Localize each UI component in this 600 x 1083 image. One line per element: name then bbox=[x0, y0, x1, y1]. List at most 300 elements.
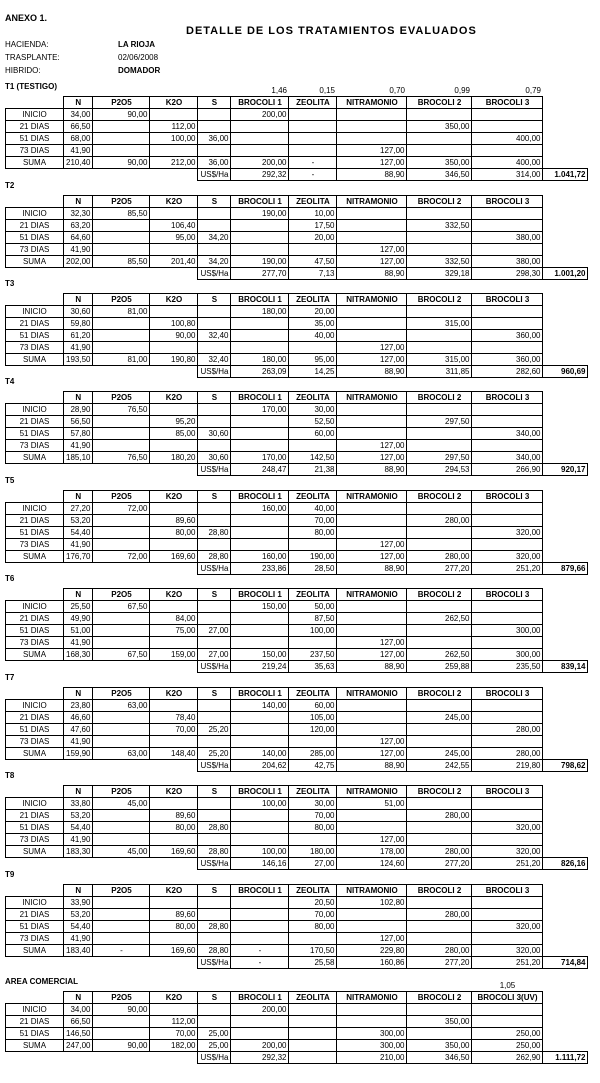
price-cell bbox=[231, 282, 289, 294]
cost-cell: 210,00 bbox=[337, 1052, 407, 1064]
column-header: K2O bbox=[150, 885, 198, 897]
row-label: 73 DIAS bbox=[6, 539, 64, 551]
empty-cell bbox=[64, 366, 93, 378]
data-cell bbox=[93, 933, 150, 945]
data-cell: 67,50 bbox=[93, 601, 150, 613]
data-cell bbox=[407, 539, 472, 551]
data-cell bbox=[407, 897, 472, 909]
data-cell: 30,60 bbox=[198, 452, 231, 464]
data-cell bbox=[472, 503, 543, 515]
spacer-cell bbox=[543, 515, 588, 527]
price-cell bbox=[6, 873, 64, 885]
data-cell: 280,00 bbox=[407, 515, 472, 527]
row-label: 73 DIAS bbox=[6, 342, 64, 354]
info-value-hacienda: LA RIOJA bbox=[118, 40, 156, 49]
price-cell bbox=[64, 282, 93, 294]
data-cell bbox=[472, 220, 543, 232]
cost-cell: 346,50 bbox=[407, 169, 472, 181]
column-header: S bbox=[198, 885, 231, 897]
data-cell bbox=[231, 933, 289, 945]
data-cell bbox=[289, 736, 337, 748]
unit-label: US$/Ha bbox=[198, 366, 231, 378]
data-cell: 33,80 bbox=[64, 798, 93, 810]
price-cell bbox=[6, 980, 64, 992]
row-label: SUMA bbox=[6, 649, 64, 661]
data-cell: 182,00 bbox=[150, 1040, 198, 1052]
data-cell: 90,00 bbox=[93, 109, 150, 121]
data-cell bbox=[407, 330, 472, 342]
row-label: 51 DIAS bbox=[6, 822, 64, 834]
price-cell bbox=[543, 479, 588, 491]
unit-price: 0,79 bbox=[525, 86, 541, 95]
spacer-cell bbox=[543, 1028, 588, 1040]
price-cell bbox=[289, 980, 337, 992]
cost-cell: 219,24 bbox=[231, 661, 289, 673]
data-cell: 112,00 bbox=[150, 121, 198, 133]
cost-cell: 88,90 bbox=[337, 563, 407, 575]
data-cell: 70,00 bbox=[150, 1028, 198, 1040]
cost-row bbox=[6, 563, 588, 575]
cost-cell: 298,30 bbox=[472, 268, 543, 280]
data-cell bbox=[198, 220, 231, 232]
data-cell: 380,00 bbox=[472, 256, 543, 268]
data-cell: 78,40 bbox=[150, 712, 198, 724]
data-cell: 25,20 bbox=[198, 724, 231, 736]
column-header: NITRAMONIO bbox=[337, 196, 407, 208]
price-cell bbox=[289, 479, 337, 491]
price-cell bbox=[472, 774, 543, 786]
unit-label: US$/Ha bbox=[198, 1052, 231, 1064]
data-cell bbox=[93, 121, 150, 133]
data-cell bbox=[472, 1004, 543, 1016]
header-cell bbox=[6, 992, 64, 1004]
column-header: K2O bbox=[150, 992, 198, 1004]
empty-cell bbox=[64, 464, 93, 476]
price-cell bbox=[337, 380, 407, 392]
data-cell bbox=[337, 724, 407, 736]
price-cell bbox=[231, 479, 289, 491]
treatment-label: T1 (TESTIGO) bbox=[5, 82, 57, 91]
data-cell: 297,50 bbox=[407, 416, 472, 428]
column-header: S bbox=[198, 392, 231, 404]
price-cell bbox=[337, 479, 407, 491]
row-label: SUMA bbox=[6, 748, 64, 760]
data-cell: 350,00 bbox=[407, 157, 472, 169]
cost-row bbox=[6, 268, 588, 280]
data-cell: 320,00 bbox=[472, 921, 543, 933]
row-label: 21 DIAS bbox=[6, 1016, 64, 1028]
column-header: BROCOLI 2 bbox=[407, 294, 472, 306]
empty-cell bbox=[150, 169, 198, 181]
data-cell: 28,80 bbox=[198, 846, 231, 858]
data-cell bbox=[337, 416, 407, 428]
price-cell bbox=[337, 282, 407, 294]
data-cell: 320,00 bbox=[472, 846, 543, 858]
unit-price: 0,15 bbox=[319, 86, 335, 95]
cost-cell: 248,47 bbox=[231, 464, 289, 476]
treatment-table bbox=[5, 479, 588, 575]
empty-cell bbox=[6, 366, 64, 378]
data-row bbox=[6, 428, 588, 440]
data-cell bbox=[407, 822, 472, 834]
data-cell: 64,60 bbox=[64, 232, 93, 244]
data-cell: 380,00 bbox=[472, 232, 543, 244]
data-cell: 127,00 bbox=[337, 145, 407, 157]
data-cell: 85,00 bbox=[150, 428, 198, 440]
header-row bbox=[6, 688, 588, 700]
data-cell: 76,50 bbox=[93, 404, 150, 416]
row-label: 73 DIAS bbox=[6, 145, 64, 157]
data-cell: 262,50 bbox=[407, 649, 472, 661]
data-cell bbox=[407, 637, 472, 649]
data-cell bbox=[472, 700, 543, 712]
data-cell bbox=[231, 736, 289, 748]
price-cell bbox=[198, 184, 231, 196]
spacer-cell bbox=[543, 121, 588, 133]
data-cell: 332,50 bbox=[407, 256, 472, 268]
data-cell: 190,00 bbox=[289, 551, 337, 563]
data-cell: 63,00 bbox=[93, 748, 150, 760]
header-cell bbox=[543, 97, 588, 109]
column-header: ZEOLITA bbox=[289, 992, 337, 1004]
price-cell bbox=[231, 873, 289, 885]
cost-cell: 259,88 bbox=[407, 661, 472, 673]
empty-cell bbox=[6, 169, 64, 181]
column-header: BROCOLI 1 bbox=[231, 786, 289, 798]
spacer-cell bbox=[543, 625, 588, 637]
cost-cell: 294,53 bbox=[407, 464, 472, 476]
column-header: P2O5 bbox=[93, 786, 150, 798]
data-cell: 200,00 bbox=[231, 109, 289, 121]
data-cell: 106,40 bbox=[150, 220, 198, 232]
cost-cell: 88,90 bbox=[337, 661, 407, 673]
total-cost: 879,66 bbox=[543, 563, 588, 575]
data-cell: 70,00 bbox=[289, 515, 337, 527]
data-cell: 41,90 bbox=[64, 244, 93, 256]
data-cell: 89,60 bbox=[150, 515, 198, 527]
price-cell bbox=[472, 577, 543, 589]
row-label: SUMA bbox=[6, 846, 64, 858]
data-row bbox=[6, 416, 588, 428]
price-row bbox=[6, 479, 588, 491]
empty-cell bbox=[64, 268, 93, 280]
data-cell: 180,20 bbox=[150, 452, 198, 464]
treatment-label: T4 bbox=[5, 377, 15, 386]
data-cell: 30,00 bbox=[289, 798, 337, 810]
header-cell bbox=[543, 992, 588, 1004]
data-cell bbox=[407, 736, 472, 748]
column-header: N bbox=[64, 97, 93, 109]
data-cell: 28,80 bbox=[198, 551, 231, 563]
row-label: SUMA bbox=[6, 256, 64, 268]
data-row bbox=[6, 945, 588, 957]
data-cell bbox=[289, 539, 337, 551]
data-cell: 102,80 bbox=[337, 897, 407, 909]
column-header: BROCOLI 2 bbox=[407, 491, 472, 503]
annex-label: ANEXO 1. bbox=[5, 13, 48, 23]
price-cell bbox=[198, 479, 231, 491]
data-cell: 280,00 bbox=[472, 748, 543, 760]
data-cell bbox=[472, 834, 543, 846]
data-cell: 34,00 bbox=[64, 109, 93, 121]
data-cell: 27,00 bbox=[198, 649, 231, 661]
cost-cell: 21,38 bbox=[289, 464, 337, 476]
data-row bbox=[6, 637, 588, 649]
price-cell bbox=[64, 184, 93, 196]
unit-label: US$/Ha bbox=[198, 858, 231, 870]
data-cell bbox=[337, 503, 407, 515]
column-header: K2O bbox=[150, 786, 198, 798]
data-cell: 85,50 bbox=[93, 208, 150, 220]
column-header: BROCOLI 1 bbox=[231, 294, 289, 306]
cost-cell: 292,32 bbox=[231, 1052, 289, 1064]
data-cell: 250,00 bbox=[472, 1040, 543, 1052]
data-row bbox=[6, 846, 588, 858]
data-cell bbox=[93, 724, 150, 736]
cost-cell: 160,86 bbox=[337, 957, 407, 969]
data-row bbox=[6, 748, 588, 760]
row-label: 51 DIAS bbox=[6, 724, 64, 736]
empty-cell bbox=[93, 1052, 150, 1064]
cost-row bbox=[6, 169, 588, 181]
price-cell bbox=[150, 676, 198, 688]
empty-cell bbox=[64, 760, 93, 772]
spacer-cell bbox=[543, 846, 588, 858]
column-header: ZEOLITA bbox=[289, 196, 337, 208]
data-cell: 35,00 bbox=[289, 318, 337, 330]
spacer-cell bbox=[543, 428, 588, 440]
column-header: ZEOLITA bbox=[289, 688, 337, 700]
data-cell: 30,60 bbox=[198, 428, 231, 440]
data-cell: 170,00 bbox=[231, 452, 289, 464]
data-cell: 54,40 bbox=[64, 921, 93, 933]
price-cell bbox=[472, 380, 543, 392]
total-cost: 1.041,72 bbox=[543, 169, 588, 181]
data-cell bbox=[93, 440, 150, 452]
data-row bbox=[6, 330, 588, 342]
data-cell bbox=[337, 220, 407, 232]
data-row bbox=[6, 1016, 588, 1028]
data-cell: 202,00 bbox=[64, 256, 93, 268]
data-row bbox=[6, 700, 588, 712]
data-cell bbox=[198, 515, 231, 527]
data-cell: 247,00 bbox=[64, 1040, 93, 1052]
spacer-cell bbox=[543, 256, 588, 268]
price-cell bbox=[93, 184, 150, 196]
row-label: SUMA bbox=[6, 551, 64, 563]
price-cell bbox=[407, 380, 472, 392]
row-label: 21 DIAS bbox=[6, 220, 64, 232]
price-cell bbox=[93, 380, 150, 392]
data-cell bbox=[472, 1016, 543, 1028]
data-cell bbox=[472, 897, 543, 909]
spacer-cell bbox=[543, 798, 588, 810]
unit-label: US$/Ha bbox=[198, 268, 231, 280]
spacer-cell bbox=[543, 822, 588, 834]
data-cell: 53,20 bbox=[64, 515, 93, 527]
column-header: BROCOLI 3 bbox=[472, 589, 543, 601]
data-cell bbox=[198, 810, 231, 822]
data-cell: 180,00 bbox=[289, 846, 337, 858]
price-cell bbox=[6, 184, 64, 196]
row-label: 21 DIAS bbox=[6, 515, 64, 527]
cost-cell: 277,20 bbox=[407, 957, 472, 969]
data-row bbox=[6, 625, 588, 637]
data-cell: 360,00 bbox=[472, 354, 543, 366]
cost-cell: 277,70 bbox=[231, 268, 289, 280]
column-header: BROCOLI 1 bbox=[231, 992, 289, 1004]
data-cell bbox=[198, 933, 231, 945]
cost-cell: 27,00 bbox=[289, 858, 337, 870]
unit-price: 1,46 bbox=[271, 86, 287, 95]
data-cell: 183,30 bbox=[64, 846, 93, 858]
spacer-cell bbox=[543, 748, 588, 760]
price-cell bbox=[231, 184, 289, 196]
data-cell: 40,00 bbox=[289, 503, 337, 515]
total-cost: 1.001,20 bbox=[543, 268, 588, 280]
data-cell bbox=[407, 133, 472, 145]
cost-cell: 242,55 bbox=[407, 760, 472, 772]
data-cell: 95,00 bbox=[150, 232, 198, 244]
empty-cell bbox=[6, 268, 64, 280]
data-cell: 168,30 bbox=[64, 649, 93, 661]
data-cell bbox=[93, 736, 150, 748]
data-cell: 60,00 bbox=[289, 700, 337, 712]
row-label: 73 DIAS bbox=[6, 834, 64, 846]
column-header: NITRAMONIO bbox=[337, 786, 407, 798]
data-row bbox=[6, 354, 588, 366]
header-cell bbox=[543, 294, 588, 306]
price-cell bbox=[64, 380, 93, 392]
data-cell bbox=[93, 145, 150, 157]
data-cell bbox=[150, 1004, 198, 1016]
spacer-cell bbox=[543, 1016, 588, 1028]
data-cell bbox=[337, 318, 407, 330]
column-header: P2O5 bbox=[93, 589, 150, 601]
column-header: BROCOLI 1 bbox=[231, 885, 289, 897]
column-header: P2O5 bbox=[93, 992, 150, 1004]
info-label-trasplante: TRASPLANTE: bbox=[5, 53, 60, 62]
data-cell: 95,20 bbox=[150, 416, 198, 428]
data-cell bbox=[472, 613, 543, 625]
price-cell bbox=[93, 774, 150, 786]
row-label: 51 DIAS bbox=[6, 921, 64, 933]
treatment-label: AREA COMERCIAL bbox=[5, 977, 79, 986]
data-cell bbox=[93, 244, 150, 256]
data-cell bbox=[150, 244, 198, 256]
data-cell bbox=[472, 810, 543, 822]
empty-cell bbox=[93, 661, 150, 673]
data-cell bbox=[337, 625, 407, 637]
price-cell bbox=[64, 980, 93, 992]
data-cell bbox=[337, 1016, 407, 1028]
treatment-label: T7 bbox=[5, 673, 15, 682]
data-cell bbox=[93, 133, 150, 145]
data-cell: 300,00 bbox=[337, 1040, 407, 1052]
data-cell bbox=[289, 1040, 337, 1052]
data-cell: 245,00 bbox=[407, 712, 472, 724]
column-header: K2O bbox=[150, 97, 198, 109]
row-label: 73 DIAS bbox=[6, 736, 64, 748]
data-cell bbox=[198, 1016, 231, 1028]
column-header: K2O bbox=[150, 589, 198, 601]
price-cell bbox=[543, 380, 588, 392]
empty-cell bbox=[150, 563, 198, 575]
price-cell bbox=[543, 577, 588, 589]
price-cell bbox=[198, 85, 231, 97]
column-header: BROCOLI 3 bbox=[472, 786, 543, 798]
data-cell: 70,00 bbox=[150, 724, 198, 736]
price-cell bbox=[337, 774, 407, 786]
data-cell bbox=[93, 613, 150, 625]
data-row bbox=[6, 649, 588, 661]
data-row bbox=[6, 1040, 588, 1052]
data-cell: 315,00 bbox=[407, 318, 472, 330]
data-cell bbox=[407, 503, 472, 515]
data-cell bbox=[289, 933, 337, 945]
spacer-cell bbox=[543, 945, 588, 957]
data-cell: 20,50 bbox=[289, 897, 337, 909]
empty-cell bbox=[6, 858, 64, 870]
data-cell: 185,10 bbox=[64, 452, 93, 464]
column-header: ZEOLITA bbox=[289, 885, 337, 897]
data-row bbox=[6, 601, 588, 613]
total-cost: 714,84 bbox=[543, 957, 588, 969]
data-cell: 41,90 bbox=[64, 539, 93, 551]
data-cell bbox=[231, 515, 289, 527]
data-cell: 245,00 bbox=[407, 748, 472, 760]
header-row bbox=[6, 589, 588, 601]
data-cell: 320,00 bbox=[472, 527, 543, 539]
data-cell bbox=[337, 909, 407, 921]
column-header: NITRAMONIO bbox=[337, 97, 407, 109]
header-cell bbox=[6, 589, 64, 601]
data-cell bbox=[472, 440, 543, 452]
data-cell: 27,20 bbox=[64, 503, 93, 515]
price-cell bbox=[472, 184, 543, 196]
cost-row bbox=[6, 464, 588, 476]
row-label: 51 DIAS bbox=[6, 330, 64, 342]
empty-cell bbox=[150, 1052, 198, 1064]
data-cell: 25,50 bbox=[64, 601, 93, 613]
data-cell bbox=[198, 736, 231, 748]
cost-cell: - bbox=[231, 957, 289, 969]
data-cell bbox=[289, 1016, 337, 1028]
column-header: S bbox=[198, 992, 231, 1004]
data-cell bbox=[472, 145, 543, 157]
data-cell bbox=[231, 810, 289, 822]
price-cell bbox=[64, 577, 93, 589]
data-cell: 59,80 bbox=[64, 318, 93, 330]
data-cell: 150,00 bbox=[231, 601, 289, 613]
price-cell bbox=[289, 577, 337, 589]
data-cell bbox=[231, 625, 289, 637]
data-cell: 340,00 bbox=[472, 452, 543, 464]
data-cell: 280,00 bbox=[407, 810, 472, 822]
data-cell: 250,00 bbox=[472, 1028, 543, 1040]
data-cell bbox=[231, 145, 289, 157]
treatment-table bbox=[5, 873, 588, 969]
spacer-cell bbox=[543, 157, 588, 169]
info-value-trasplante: 02/06/2008 bbox=[118, 53, 159, 62]
price-cell bbox=[64, 676, 93, 688]
cost-cell: - bbox=[289, 169, 337, 181]
data-cell: 140,00 bbox=[231, 748, 289, 760]
data-cell: 57,80 bbox=[64, 428, 93, 440]
cost-cell: 7,13 bbox=[289, 268, 337, 280]
cost-cell: 251,20 bbox=[472, 858, 543, 870]
data-cell: 142,50 bbox=[289, 452, 337, 464]
